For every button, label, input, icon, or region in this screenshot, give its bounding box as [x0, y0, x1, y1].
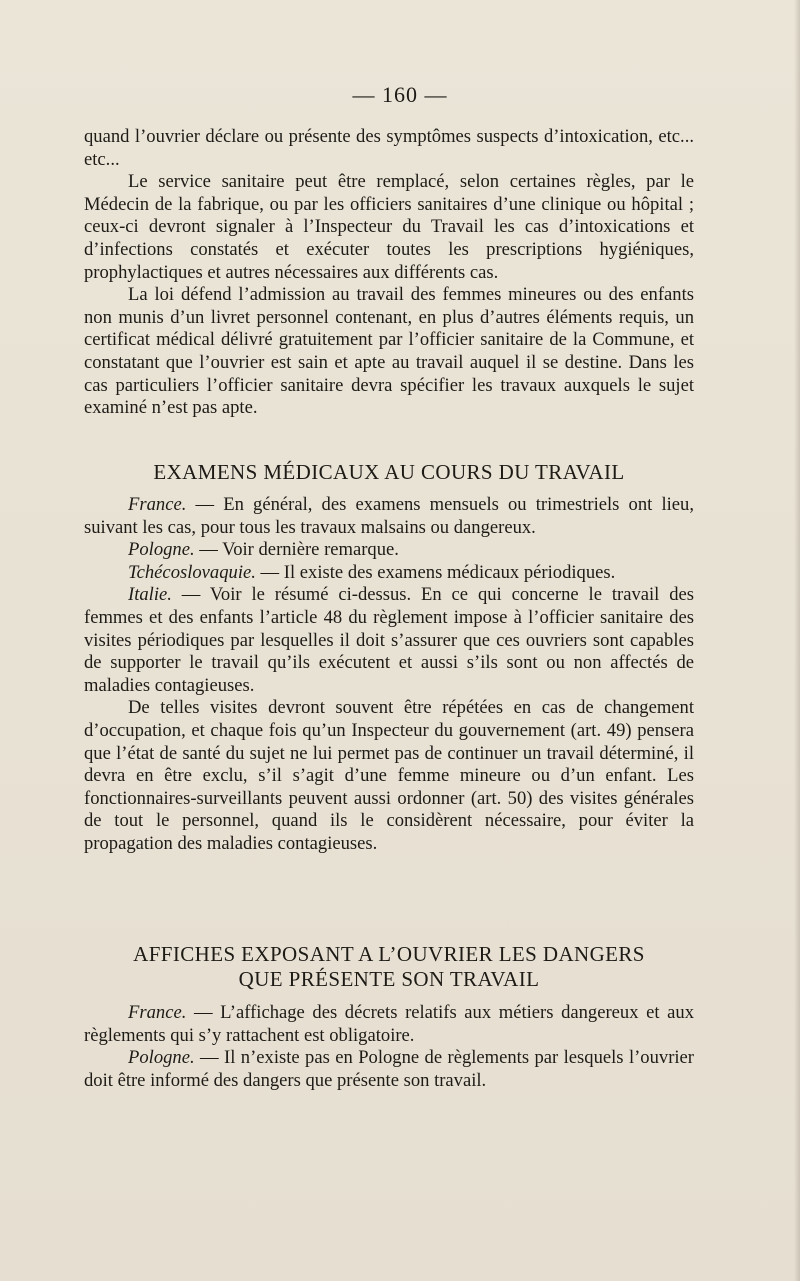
section-heading-affiches	[84, 942, 694, 992]
paragraph-text: — Il n’existe pas en Pologne de règlements par lesquels l’ouvrier doit être informé des dangers que présente son travail.	[84, 1047, 694, 1091]
paragraph-text: — L’affichage des décrets relatifs aux métiers dangereux et aux règlements qui s’y rattachent est obligatoire.	[84, 1002, 694, 1046]
paragraph-france-affiches	[84, 1002, 694, 1047]
affiches-section	[84, 1002, 694, 1092]
country-label: Italie.	[128, 584, 172, 606]
heading-line: QUE PRÉSENTE SON TRAVAIL	[238, 967, 540, 991]
paragraph-service-sanitaire: Le service sanitaire peut être remplacé, selon certaines règles, par le Médecin de la fabrique, ou par les officiers sanitaires d’une clinique ou hôpital ; ceux-ci devront signaler à l’Inspecteur du Travail les cas d’intoxications et d’infections constatés et exécuter toutes les prescriptions hygiéniques, prophylactiques et autres nécessaires aux différents cas.	[84, 171, 694, 283]
country-label: Tchécoslovaquie.	[128, 561, 256, 583]
paragraph-france-examens	[84, 494, 694, 539]
paragraph-loi-admission: La loi défend l’admission au travail des femmes mineures ou des enfants non munis d’un livret personnel contenant, en plus d’autres éléments requis, un certificat médical délivré gratuitement par l’officier sanitaire de la Commune, et constatant que l’ouvrier est sain et apte au travail auquel il se destine. Dans les cas particuliers l’officier sanitaire devra spécifier les travaux auxquels le sujet examiné n’est pas apte.	[84, 284, 694, 419]
examens-section	[84, 494, 694, 856]
heading-line: AFFICHES EXPOSANT A L’OUVRIER LES DANGERS	[133, 942, 645, 966]
country-label: France.	[128, 1002, 187, 1023]
paragraph-continuation: quand l’ouvrier déclare ou présente des symptômes suspects d’intoxication, etc... etc...	[84, 126, 694, 170]
paragraph-italie-examens	[84, 584, 694, 697]
paragraph-text: — En général, des examens mensuels ou trimestriels ont lieu, suivant les cas, pour tous les travaux malsains ou dangereux.	[84, 494, 694, 538]
section-heading-examens: EXAMENS MÉDICAUX AU COURS DU TRAVAIL	[153, 460, 625, 484]
page-number: — 160 —	[352, 82, 448, 107]
page-edge-shadow	[794, 0, 800, 1281]
paragraph-text: — Voir le résumé ci-dessus. En ce qui concerne le travail des femmes et des enfants l’article 48 du règlement impose à l’officier sanitaire des visites périodiques par lesquelles il doit s’assurer que ces ouvriers sont capables de supporter le travail qu’ils exécutent et aussi s’ils sont ou non affectés de maladies contagieuses.	[84, 584, 694, 696]
paragraph-pologne-affiches	[84, 1047, 694, 1092]
paragraph-pologne-examens	[84, 539, 694, 562]
country-label: France.	[128, 494, 187, 515]
intro-section	[84, 126, 694, 420]
paragraph-text: — Voir dernière remarque.	[194, 539, 399, 561]
country-label: Pologne.	[128, 539, 195, 561]
paragraph-visites: De telles visites devront souvent être répétées en cas de changement d’occupation, et chaque fois qu’un Inspecteur du gouvernement (art. 49) pensera que l’état de santé du sujet ne lui permet pas de continuer un travail déterminé, il devra en être exclu, s’il s’agit d’une femme mineure ou d’un enfant. Les fonctionnaires-surveillants peuvent aussi ordonner (art. 50) des visites générales de tout le personnel, quand ils le considèrent nécessaire, pour éviter la propagation des maladies contagieuses.	[84, 697, 694, 854]
country-label: Pologne.	[128, 1047, 195, 1069]
paragraph-text: — Il existe des examens médicaux périodiques.	[255, 561, 616, 583]
paragraph-tchecoslovaquie-examens	[84, 562, 694, 585]
